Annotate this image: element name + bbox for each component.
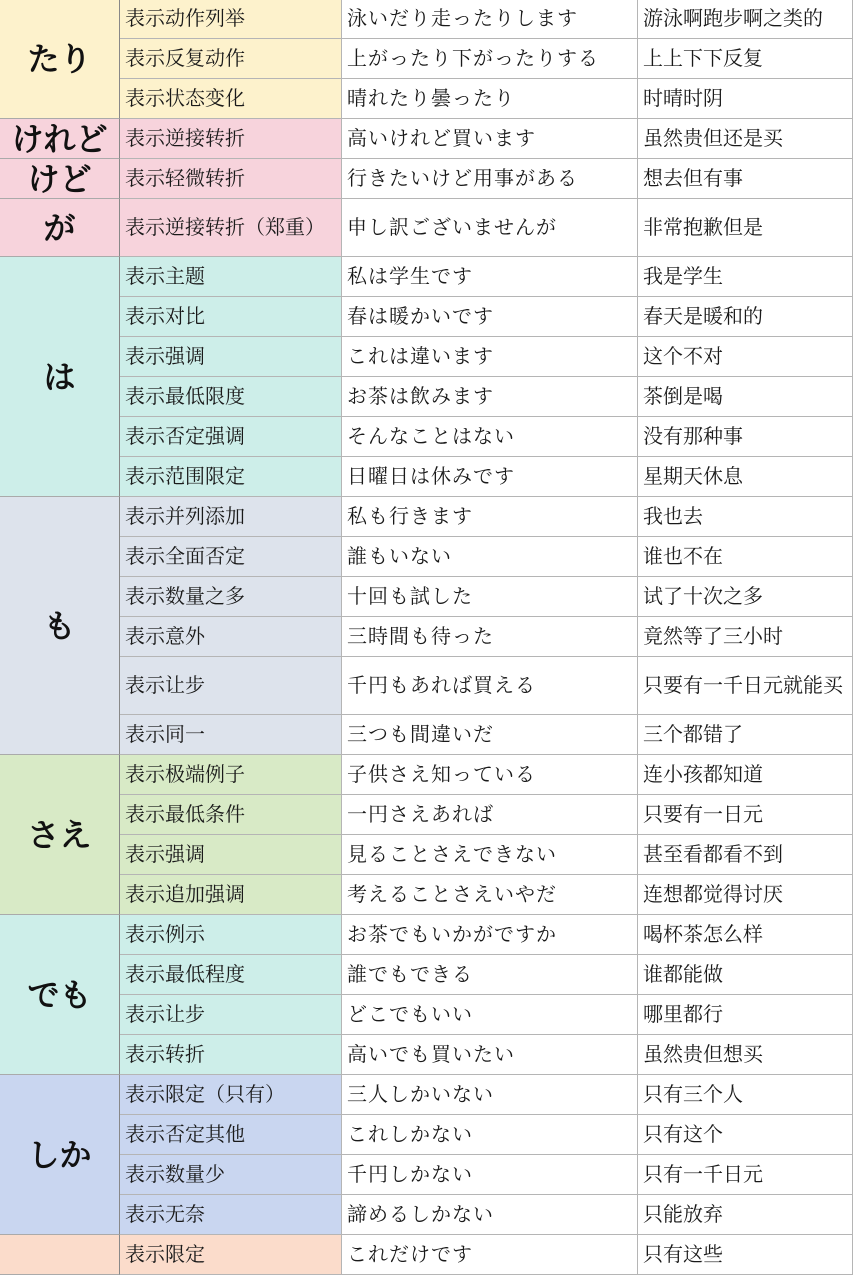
usage-cell: 表示范围限定 — [120, 457, 342, 497]
example-jp-cell: 誰もいない — [342, 537, 638, 577]
particle-cell — [0, 159, 120, 199]
translation-cn-cell: 只有三个人 — [638, 1075, 853, 1115]
particle-cell — [0, 915, 120, 1075]
usage-cell: 表示状态变化 — [120, 79, 342, 119]
translation-cn-cell: 这个不对 — [638, 337, 853, 377]
table-row — [0, 119, 853, 159]
table-row — [0, 497, 853, 537]
example-jp-cell: 三人しかいない — [342, 1075, 638, 1115]
usage-cell: 表示轻微转折 — [120, 159, 342, 199]
translation-cn-cell: 上上下下反复 — [638, 39, 853, 79]
table-row — [0, 1235, 853, 1275]
table-row — [0, 715, 853, 755]
table-row — [0, 297, 853, 337]
translation-cn-cell: 只要有一日元 — [638, 795, 853, 835]
table-row — [0, 577, 853, 617]
particle-cell — [0, 257, 120, 497]
usage-cell: 表示强调 — [120, 337, 342, 377]
usage-cell: 表示动作列举 — [120, 0, 342, 39]
usage-cell: 表示最低限度 — [120, 377, 342, 417]
usage-cell: 表示例示 — [120, 915, 342, 955]
table-row — [0, 795, 853, 835]
usage-cell: 表示让步 — [120, 995, 342, 1035]
example-jp-cell: 諦めるしかない — [342, 1195, 638, 1235]
usage-cell: 表示逆接转折（郑重） — [120, 199, 342, 257]
translation-cn-cell: 虽然贵但还是买 — [638, 119, 853, 159]
table-row — [0, 657, 853, 715]
table-row — [0, 337, 853, 377]
usage-cell: 表示转折 — [120, 1035, 342, 1075]
usage-cell: 表示否定强调 — [120, 417, 342, 457]
translation-cn-cell: 只有这个 — [638, 1115, 853, 1155]
example-jp-cell: 誰でもできる — [342, 955, 638, 995]
translation-cn-cell: 虽然贵但想买 — [638, 1035, 853, 1075]
particle-label: も — [43, 606, 76, 645]
table-row — [0, 755, 853, 795]
usage-cell: 表示最低程度 — [120, 955, 342, 995]
table-row — [0, 199, 853, 257]
example-jp-cell: 三時間も待った — [342, 617, 638, 657]
usage-cell: 表示对比 — [120, 297, 342, 337]
example-jp-cell: 一円さえあれば — [342, 795, 638, 835]
example-jp-cell: 考えることさえいやだ — [342, 875, 638, 915]
translation-cn-cell: 试了十次之多 — [638, 577, 853, 617]
translation-cn-cell: 喝杯茶怎么样 — [638, 915, 853, 955]
usage-cell: 表示数量之多 — [120, 577, 342, 617]
table-row — [0, 915, 853, 955]
translation-cn-cell: 只能放弃 — [638, 1195, 853, 1235]
example-jp-cell: 三つも間違いだ — [342, 715, 638, 755]
example-jp-cell: 子供さえ知っている — [342, 755, 638, 795]
particle-cell — [0, 755, 120, 915]
example-jp-cell: 十回も試した — [342, 577, 638, 617]
table-row — [0, 617, 853, 657]
usage-cell: 表示全面否定 — [120, 537, 342, 577]
usage-cell: 表示最低条件 — [120, 795, 342, 835]
example-jp-cell: 春は暖かいです — [342, 297, 638, 337]
particle-label: は — [43, 357, 76, 396]
particle-cell — [0, 1075, 120, 1235]
table-row — [0, 1075, 853, 1115]
translation-cn-cell: 谁都能做 — [638, 955, 853, 995]
translation-cn-cell: 星期天休息 — [638, 457, 853, 497]
example-jp-cell: これしかない — [342, 1115, 638, 1155]
particle-label: しか — [27, 1135, 92, 1174]
usage-cell: 表示数量少 — [120, 1155, 342, 1195]
translation-cn-cell: 我是学生 — [638, 257, 853, 297]
usage-cell: 表示并列添加 — [120, 497, 342, 537]
example-jp-cell: 日曜日は休みです — [342, 457, 638, 497]
example-jp-cell: 行きたいけど用事がある — [342, 159, 638, 199]
usage-cell: 表示反复动作 — [120, 39, 342, 79]
example-jp-cell: 千円もあれば買える — [342, 657, 638, 715]
particle-cell — [0, 119, 120, 159]
translation-cn-cell: 没有那种事 — [638, 417, 853, 457]
example-jp-cell: 高いでも買いたい — [342, 1035, 638, 1075]
translation-cn-cell: 只有一千日元 — [638, 1155, 853, 1195]
example-jp-cell: そんなことはない — [342, 417, 638, 457]
table-row — [0, 79, 853, 119]
example-jp-cell: 泳いだり走ったりします — [342, 0, 638, 39]
particle-label: けれど — [11, 119, 108, 158]
translation-cn-cell: 只有这些 — [638, 1235, 853, 1275]
table-row — [0, 1195, 853, 1235]
translation-cn-cell: 游泳啊跑步啊之类的 — [638, 0, 853, 39]
example-jp-cell: 私も行きます — [342, 497, 638, 537]
usage-cell: 表示限定 — [120, 1235, 342, 1275]
example-jp-cell: 申し訳ございませんが — [342, 199, 638, 257]
translation-cn-cell: 竟然等了三小时 — [638, 617, 853, 657]
table-row — [0, 257, 853, 297]
translation-cn-cell: 三个都错了 — [638, 715, 853, 755]
particle-label: が — [43, 208, 76, 247]
table-row — [0, 1155, 853, 1195]
translation-cn-cell: 哪里都行 — [638, 995, 853, 1035]
table-row — [0, 159, 853, 199]
particle-cell — [0, 0, 120, 119]
particle-cell — [0, 199, 120, 257]
table-row — [0, 457, 853, 497]
table-row — [0, 417, 853, 457]
table-row — [0, 1115, 853, 1155]
translation-cn-cell: 连小孩都知道 — [638, 755, 853, 795]
usage-cell: 表示同一 — [120, 715, 342, 755]
particle-label: さえ — [27, 815, 92, 854]
table-row — [0, 377, 853, 417]
table-row — [0, 0, 853, 39]
translation-cn-cell: 时晴时阴 — [638, 79, 853, 119]
translation-cn-cell: 甚至看都看不到 — [638, 835, 853, 875]
usage-cell: 表示逆接转折 — [120, 119, 342, 159]
usage-cell: 表示无奈 — [120, 1195, 342, 1235]
usage-cell: 表示让步 — [120, 657, 342, 715]
example-jp-cell: どこでもいい — [342, 995, 638, 1035]
translation-cn-cell: 只要有一千日元就能买 — [638, 657, 853, 715]
translation-cn-cell: 茶倒是喝 — [638, 377, 853, 417]
usage-cell: 表示否定其他 — [120, 1115, 342, 1155]
translation-cn-cell: 我也去 — [638, 497, 853, 537]
example-jp-cell: 高いけれど買います — [342, 119, 638, 159]
example-jp-cell: 上がったり下がったりする — [342, 39, 638, 79]
table-row — [0, 995, 853, 1035]
usage-cell: 表示意外 — [120, 617, 342, 657]
usage-cell: 表示限定（只有） — [120, 1075, 342, 1115]
table-row — [0, 39, 853, 79]
particle-cell — [0, 1235, 120, 1275]
usage-cell: 表示强调 — [120, 835, 342, 875]
usage-cell: 表示主题 — [120, 257, 342, 297]
usage-cell: 表示追加强调 — [120, 875, 342, 915]
particle-label: たり — [27, 39, 92, 78]
example-jp-cell: これだけです — [342, 1235, 638, 1275]
table-row — [0, 1035, 853, 1075]
usage-cell: 表示极端例子 — [120, 755, 342, 795]
table-row — [0, 875, 853, 915]
example-jp-cell: お茶は飲みます — [342, 377, 638, 417]
particle-label: けど — [27, 159, 92, 198]
translation-cn-cell: 想去但有事 — [638, 159, 853, 199]
translation-cn-cell: 非常抱歉但是 — [638, 199, 853, 257]
translation-cn-cell: 谁也不在 — [638, 537, 853, 577]
example-jp-cell: 私は学生です — [342, 257, 638, 297]
example-jp-cell: お茶でもいかがですか — [342, 915, 638, 955]
table-row — [0, 835, 853, 875]
particle-label: でも — [27, 975, 92, 1014]
translation-cn-cell: 连想都觉得讨厌 — [638, 875, 853, 915]
table-row — [0, 537, 853, 577]
table-row — [0, 955, 853, 995]
translation-cn-cell: 春天是暖和的 — [638, 297, 853, 337]
example-jp-cell: 見ることさえできない — [342, 835, 638, 875]
example-jp-cell: これは違います — [342, 337, 638, 377]
particle-cell — [0, 497, 120, 755]
example-jp-cell: 千円しかない — [342, 1155, 638, 1195]
example-jp-cell: 晴れたり曇ったり — [342, 79, 638, 119]
